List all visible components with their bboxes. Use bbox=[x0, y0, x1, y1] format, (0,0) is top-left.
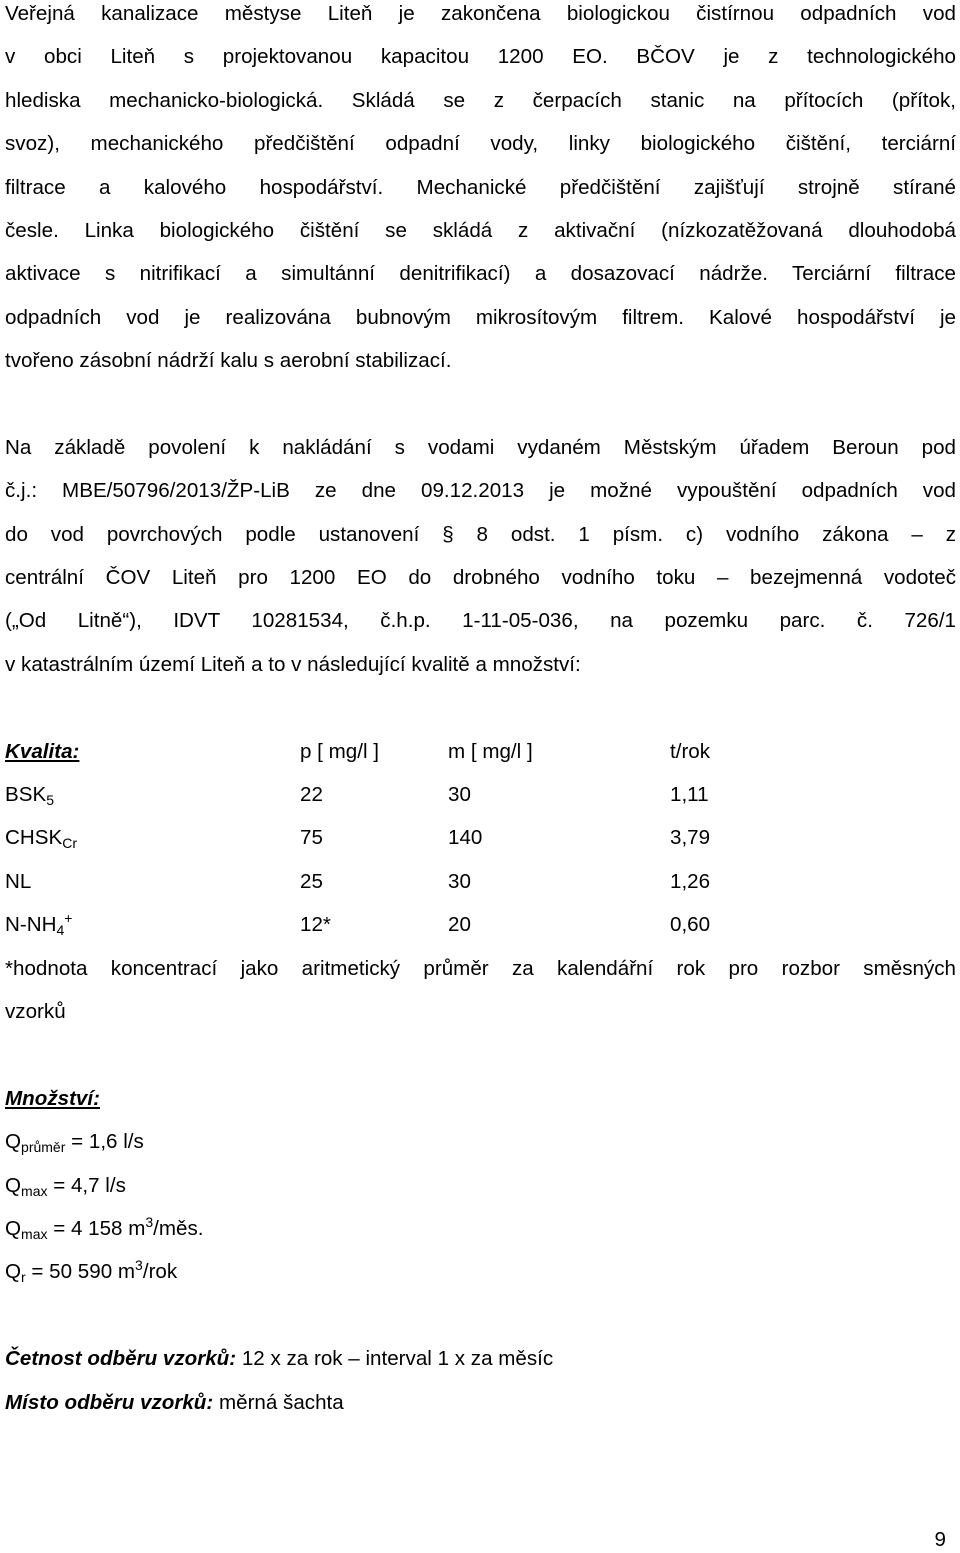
table-row bbox=[5, 773, 956, 816]
value-t-rok: 1,11 bbox=[670, 783, 709, 807]
flow-max-monthly: $Q_{max} = 4$ 158 $m^3$/měs. bbox=[5, 1213, 204, 1242]
parameter-name: $CHSK_{Cr}$ bbox=[5, 826, 77, 852]
table-footnote: vzorků bbox=[5, 999, 66, 1023]
table-row bbox=[5, 860, 956, 903]
text-line: filtrace a kalového hospodářství. Mechanické předčištění zajišťují strojně stírané bbox=[5, 175, 956, 199]
column-header-m: m [ mg/l ] bbox=[448, 739, 533, 763]
quantity-section bbox=[5, 1077, 956, 1294]
sampling-frequency: Četnost odběru vzorků: 12 x za rok – interval 1 x za měsíc bbox=[5, 1347, 554, 1371]
table-row bbox=[5, 903, 956, 946]
document-page bbox=[5, 0, 956, 1424]
parameter-name: $BSK_5$ bbox=[5, 783, 55, 809]
text-line: centrální ČOV Liteň pro 1200 EO do drobného vodního toku – bezejmenná vodoteč bbox=[5, 566, 956, 590]
quantity-heading: Množství: bbox=[5, 1086, 100, 1110]
text-line: Veřejná kanalizace městyse Liteň je zakončena biologickou čistírnou odpadních vod bbox=[5, 2, 956, 25]
quality-header-row bbox=[5, 730, 956, 773]
quality-heading: Kvalita: bbox=[5, 739, 80, 763]
paragraph-wastewater-plant bbox=[5, 0, 956, 383]
column-header-p: p [ mg/l ] bbox=[300, 739, 379, 763]
table-row bbox=[5, 816, 956, 859]
page-number: 9 bbox=[934, 1528, 946, 1551]
column-header-t-rok: t/rok bbox=[670, 739, 711, 763]
value-t-rok: 3,79 bbox=[670, 826, 711, 850]
flow-average: $Q_{průměr} = 1,6$ l/s bbox=[5, 1130, 144, 1156]
text-line: do vod povrchových podle ustanovení § 8 odst. 1 písm. c) vodního zákona – z bbox=[5, 522, 956, 546]
value-m: 30 bbox=[448, 869, 471, 893]
text-line: svoz), mechanického předčištění odpadní vody, linky biologického čištění, terciární bbox=[5, 132, 956, 156]
text-line: odpadních vod je realizována bubnovým mikrosítovým filtrem. Kalové hospodářství je bbox=[5, 305, 956, 329]
flow-max: $Q_{max} = 4,7$ l/s bbox=[5, 1173, 126, 1199]
paragraph-permit bbox=[5, 426, 956, 686]
value-m: 140 bbox=[448, 826, 483, 850]
table-footnote: *hodnota koncentrací jako aritmetický průměr za kalendářní rok pro rozbor směsných bbox=[5, 956, 956, 980]
sampling-place: Místo odběru vzorků: měrná šachta bbox=[5, 1390, 344, 1414]
sampling-section bbox=[5, 1337, 956, 1424]
value-p: 12* bbox=[300, 913, 331, 937]
text-line: Na základě povolení k nakládání s vodami vydaném Městským úřadem Beroun pod bbox=[5, 435, 956, 459]
parameter-name: $N-NH_4^+$ bbox=[5, 910, 73, 939]
text-line: v obci Liteň s projektovanou kapacitou 1200 EO. BČOV je z technologického bbox=[5, 45, 956, 69]
value-t-rok: 1,26 bbox=[670, 869, 711, 893]
value-m: 20 bbox=[448, 913, 471, 937]
text-line: tvořeno zásobní nádrží kalu s aerobní stabilizací. bbox=[5, 349, 452, 373]
text-line: hlediska mechanicko-biologická. Skládá se z čerpacích stanic na přítocích (přítok, bbox=[5, 88, 956, 112]
text-line: aktivace s nitrifikací a simultánní denitrifikací) a dosazovací nádrže. Terciární filtrace bbox=[5, 262, 956, 286]
value-m: 30 bbox=[448, 783, 471, 807]
text-line: č.j.: MBE/50796/2013/ŽP-LiB ze dne 09.12.2013 je možné vypouštění odpadních vod bbox=[5, 479, 956, 503]
value-t-rok: 0,60 bbox=[670, 913, 711, 937]
text-line: česle. Linka biologického čištění se skládá z aktivační (nízkozatěžovaná dlouhodobá bbox=[5, 218, 956, 242]
value-p: 22 bbox=[300, 783, 323, 807]
text-line: („Od Litně“), IDVT 10281534, č.h.p. 1-11-05-036, na pozemku parc. č. 726/1 bbox=[5, 609, 956, 633]
value-p: 75 bbox=[300, 826, 323, 850]
flow-yearly: $Q_r = 50$ 590 $m^3$/rok bbox=[5, 1257, 178, 1286]
text-line: v katastrálním území Liteň a to v následující kvalitě a množství: bbox=[5, 652, 581, 676]
quality-table bbox=[5, 730, 956, 1034]
parameter-name: NL bbox=[5, 869, 32, 893]
value-p: 25 bbox=[300, 869, 323, 893]
